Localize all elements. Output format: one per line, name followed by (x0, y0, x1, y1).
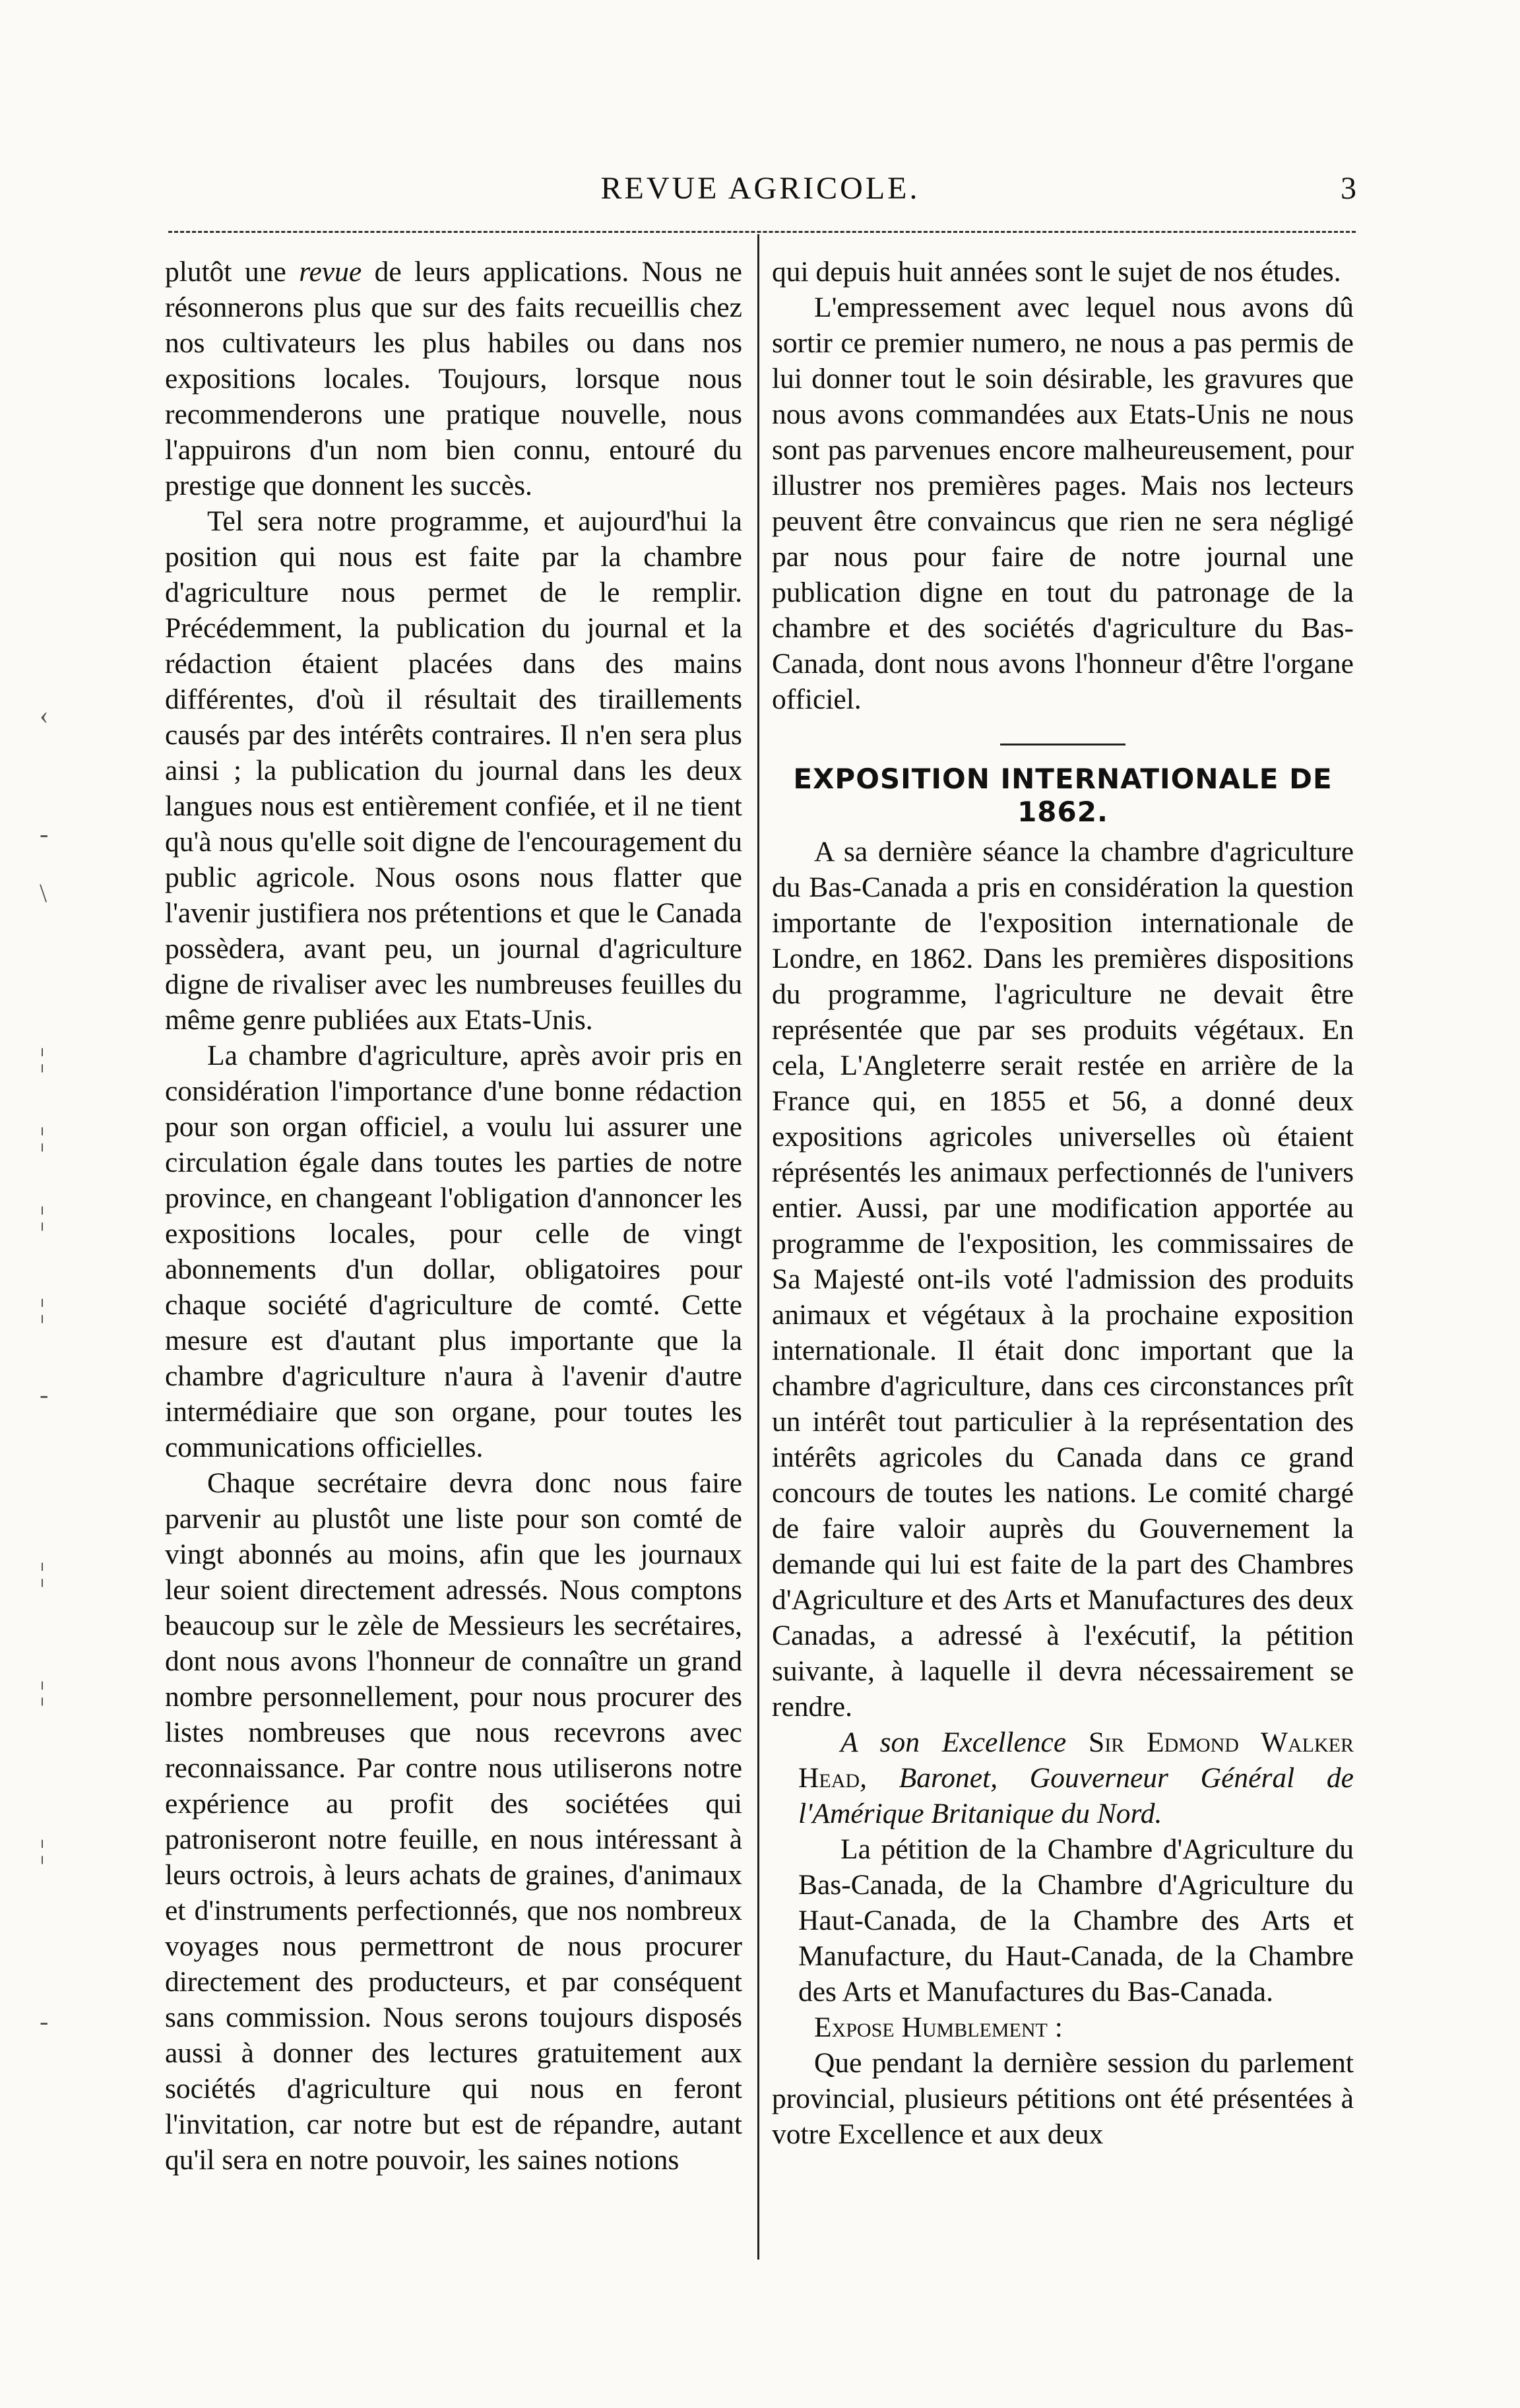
margin-mark: - (40, 2006, 49, 2036)
header-rule (168, 231, 1356, 233)
paragraph: La chambre d'agriculture, après avoir pris en considération l'importance d'une bonne rédaction pour son organ officiel, a voulu lui assurer une circulation égale dans toutes les parties de notre province, en changeant l'obligation d'annoncer les expositions locales, pour celle de vingt abonnements d'un dollar, obligatoires pour chaque société d'agriculture de comté. Cette mesure est d'autant plus importante que la chambre d'agriculture n'aura à l'avenir d'autre intermédiaire que son organe, pour toutes les communications officielles. (165, 1040, 742, 1463)
address-line (772, 1725, 1354, 1831)
left-column (165, 254, 742, 2178)
margin-mark: ‹ (40, 700, 49, 730)
margin-mark: ¦ (40, 1558, 46, 1587)
margin-mark: ¦ (40, 1294, 46, 1323)
section-divider (1000, 744, 1125, 745)
paragraph: Chaque secrétaire devra donc nous faire parvenir au plustôt une liste pour son comté de vingt abonnés au moins, afin que les journaux leur soient directement adressés. Nous comptons beaucoup sur le zèle de Messieurs les secrétaires, dont nous avons l'honneur de connaître un grand nombre personnellement, pour nous procurer des listes nombreuses que nous recevrons avec reconnaissance. Par contre nous utiliserons notre expérience au profit des sociétées qui patroniseront notre feuille, en nous intéressant à leurs octrois, à leurs achats de graines, d'animaux et d'instruments perfectionnés, que nos nombreux voyages nous permettront de nous procurer directement des producteurs, et par conséquent sans commission. Nous serons toujours disposés aussi à donner des lectures gratuitement aux sociétés d'agriculture qui nous en feront l'invitation, car notre but est de répandre, autant qu'il sera en notre pouvoir, les saines notions (165, 1467, 742, 2176)
paragraph: Tel sera notre programme, et aujourd'hui la position qui nous est faite par la chambre d'agriculture nous permet de le remplir. Précédemment, la publication du journal et la rédaction étaient placées dans des mains différentes, d'où il résultait des tiraillements causés par des intérêts contraires. Il n'en sera plus ainsi ; la publication du journal dans les deux langues nous est entièrement confiée, et il ne tient qu'à nous qu'elle soit digne de l'encouragement du public agricole. Nous osons nous flatter que l'avenir justifiera nos prétentions et que le Canada possèdera, avant peu, un journal d'agriculture digne de rivaliser avec les numbreuses feuilles du même genre publiées aux Etats-Unis. (165, 505, 742, 1036)
margin-mark: - (40, 819, 49, 848)
text-span: de leurs applications. Nous ne résonnerons plus que sur des faits recueillis chez nos cultivateurs les plus habiles ou dans nos expositions locales. Toujours, lorsque nous recommenderons une pratique nouvelle, nous l'appuirons d'un nom bien connu, entouré du prestige que donnent les succès. (165, 256, 742, 501)
section-heading-line: EXPOSITION INTERNATIONALE DE (793, 763, 1333, 795)
column-divider (757, 234, 759, 2260)
margin-marks (40, 699, 79, 2283)
paragraph: qui depuis huit années sont le sujet de nos études. (772, 256, 1341, 288)
section-heading (772, 763, 1354, 829)
address-name: Sir Edmond Walker Head (798, 1727, 1354, 1794)
page-number: 3 (1341, 171, 1356, 206)
paragraph: A sa dernière séance la chambre d'agriculture du Bas-Canada a pris en considération la question importante de l'exposition internationale de Londre, en 1862. Dans les premières dispositions du programme, l'agriculture ne devait être représentée que par ses produits végétaux. En cela, L'Angleterre serait restée en arrière de la France qui, en 1855 et 56, a donné deux expositions agricoles universelles où étaient réprésentés les animaux perfectionnés de l'univers entier. Aussi, par une modification apportée au programme de l'exposition, les commissaires de Sa Majesté ont-ils voté l'admission des produits animaux et végétaux à la prochaine exposition internationale. Il était donc important que la chambre d'agriculture, dans ces circonstances prît un intérêt tout particulier à la représentation des intérêts agricoles du Canada dans ce grand concours de toutes les nations. Le comité chargé de faire valoir auprès du Gouvernement la demande qui lui est faite de la part des Chambres d'Agriculture et des Arts et Manufactures des deux Canadas, a adressé à l'exécutif, la pétition suivante, à laquelle il devra nécessairement se rendre. (772, 836, 1354, 1723)
margin-mark: ¦ (40, 1835, 46, 1864)
paragraph: L'empressement avec lequel nous avons dû sortir ce premier numero, ne nous a pas permis de lui donner tout le soin désirable, les gravures que nous avons commandées aux Etats-Unis ne nous sont pas parvenues encore malheureusement, pour illustrer nos premières pages. Mais nos lecteurs peuvent être convaincus que rien ne sera négligé par nous pour faire de notre journal une publication digne en tout du patronage de la chambre et des sociétés d'agriculture du Bas-Canada, dont nous avons l'honneur d'être l'organe officiel. (772, 292, 1354, 715)
margin-mark: ¦ (40, 1201, 46, 1231)
text-span: plutôt une (165, 256, 300, 288)
petition-intro: La pétition de la Chambre d'Agriculture du Bas-Canada, de la Chambre d'Agriculture du Haut-Canada, de la Chambre des Arts et Manufacture, du Haut-Canada, de la Chambre des Arts et Manufactures du Bas-Canada. (798, 1833, 1354, 2008)
margin-mark: ¦ (40, 1122, 46, 1152)
italic-word: revue (299, 256, 362, 288)
address-title: , Baronet, Gouverneur Général de l'Amérique Britanique du Nord. (798, 1762, 1354, 1829)
margin-mark: ¦ (40, 1676, 46, 1706)
margin-mark: \ (40, 878, 48, 908)
running-title: REVUE AGRICOLE. (600, 171, 920, 206)
right-column (772, 254, 1354, 2152)
section-heading-year: 1862. (1017, 796, 1108, 828)
page-header (162, 170, 1359, 216)
margin-mark: - (40, 1379, 49, 1409)
address-prefix: A son Excellence (840, 1727, 1067, 1758)
margin-mark: ¦ (40, 1043, 46, 1073)
paragraph: Que pendant la dernière session du parlement provincial, plusieurs pétitions ont été présentées à votre Excellence et aux deux (772, 2047, 1354, 2150)
paragraph (165, 254, 742, 503)
expose-heading: Expose Humblement : (814, 2012, 1063, 2043)
